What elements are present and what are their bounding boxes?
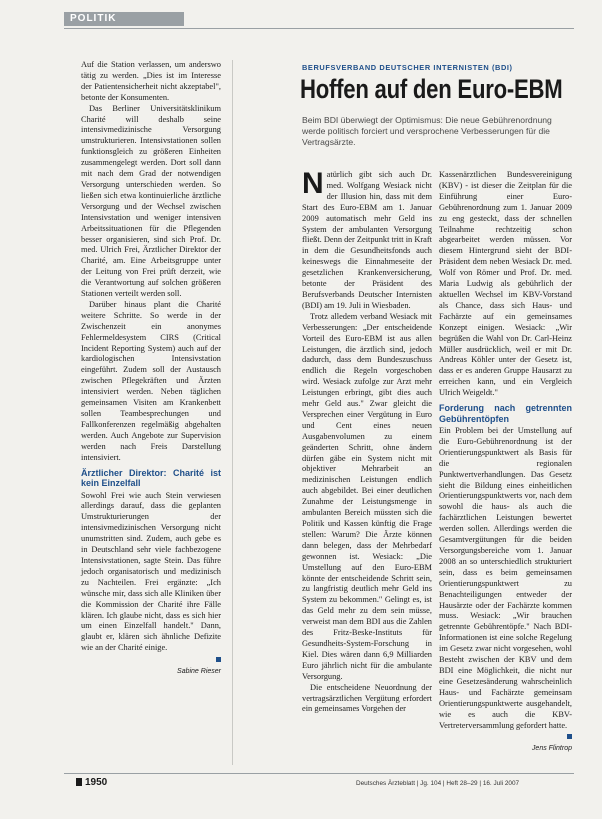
left-paragraph: Darüber hinaus plant die Charité weitere Schritte. So werde in der Zwischenzeit ein anonymes Fehlermeldesystem CIRS (Critical Incident Reporting System) auch auf der kardiologischen Intensivstation eingeführt. Zudem soll der Austausch zwischen Pflegekräften und Ärzten intensiviert werden. Neben täglichen gemeinsamen Visiten am Krankenbett sollen Teambesprechungen und Fallkonferenzen regelmäßig abgehalten werden. Auch Angebote zur Supervision werden nach Freis Darstellung intensiviert. [81, 299, 221, 462]
footer-source: Deutsches Ärzteblatt | Jg. 104 | Heft 28–29 | 16. Juli 2007 [356, 780, 520, 787]
article-kicker: BERUFSVERBAND DEUTSCHER INTERNISTEN (BDI) [302, 63, 513, 72]
right-paragraph: Ein Problem bei der Umstellung auf die Euro-Gebührenordnung ist der Orientierungspunktwert als Basis für die regionalen Punktwertverhandlungen. Das Gesetz sieht die Bildung eines einheitlichen Orientierungspunktwerts vor, nach dem sowohl die haus- als auch die fachärztlichen Leistungen bewertet werden sollen. Allerdings werden die Gesamtvergütungen für die beiden Versorgungsbereiche vom 1. Januar 2008 an so unterschiedlich strukturiert sein, dass es beim gemeinsamen Orientierungspunktwert zu Benachteiligungen entweder der Hausärzte oder der Fachärzte kommen muss. Wesiack: „Wir brauchen getrennte Gebührentöpfe." Nach BDI-Informationen ist eine solche Regelung im Gesetz zwar nicht vorgesehen, wohl Besteht zwischen der KBV und dem BDI eine Möglichkeit, die nicht nur eine Gesetzesänderung wahrscheinlich Haus- und Fachärzte gemeinsam Orientierungspunktwerte ausgehandelt, wie es auch die KBV-Vertreterversammlung gefordert hatte. [439, 426, 572, 730]
right-author: Jens Flintrop [439, 733, 572, 755]
footer-rule [64, 773, 574, 774]
right-paragraph: Kassenärztlichen Bundesvereinigung (KBV) - ist dieser die Zeitplan für die Einführung einer Euro-Gebührenordnung zum 1. Januar 2009 zu eng gesteckt, dass der schnellen Teilnahme rechtzeitig schon abgearbeitet werden müssen. Vor diesem Hintergrund sieht der BDI-Präsident dem neben Wesiack Dr. med. Wolf von Römer und Prof. Dr. med. Maria Ludwig als gebührlich der aktuellen Wechsel im KBV-Vorstand als Chance, dass sich Haus- und Fachärzte auf ein gemeinsames Konzept einigen. Wesiack: „Wir begrüßen die Wahl von Dr. Carl-Heinz Müller ausdrücklich, weil er mit Dr. Andreas Köhler unter der Gesetz ist, dass er es anderen Gruppe Hausarzt zu erreichen kann, und ein Vergleich Ulrich Weigeldt." [439, 170, 572, 398]
left-author: Sabine Rieser [81, 656, 221, 678]
middle-column [302, 167, 433, 715]
left-paragraph: Das Berliner Universitätsklinikum Charité will deshalb seine intensivmedizinische Versorgung umstrukturieren. Intensivstationen sollen funktionsgleich zu größeren Einheiten zusammengelegt werden. Dort soll dann mit nach dem Grad der notwendigen Versorgung unterschieden werden. So ließen sich etwa kontinuierliche ärztliche Versorgung und der Wechsel zwischen Intensivstation und weniger intensiven Arbeitssituationen für die Pflegenden besser organisieren, sind sich Prof. Dr. med. Ulrich Frei, Ärztlicher Direktor der Charité, am. Eine Arbeitsgruppe unter der Leitung von Frei prüft derzeit, wie die Verantwortung auf solchen größeren Stationen verteilt werden soll. [81, 103, 221, 299]
top-rule [64, 28, 574, 29]
left-column [81, 60, 221, 678]
end-mark-icon [216, 657, 221, 662]
left-subhead: Ärztlicher Direktor: Charité ist kein Einzelfall [81, 467, 221, 489]
drop-cap: N [302, 167, 324, 200]
left-paragraph: Auf die Station verlassen, um anderswo tätig zu werden. „Dies ist im Interesse der Patientensicherheit nicht akzeptabel", betonte der Konsumenten. [81, 60, 221, 102]
left-paragraph: Sowohl Frei wie auch Stein verwiesen allerdings darauf, dass die geplanten Umstrukturierungen der intensivmedizinischen Versorgung nicht unumstritten sind. Zudem, auch gebe es in Deutschland sehr viele fachbezogene Intensivstationen, sagte Stein. Das führe jedoch organisatorisch und medizinisch zu Nachteilen. Frei ergänzte: „Ich wünsche mir, dass sich alle Kliniken über die Kommission der Charité ihre Fälle klären. Ich glaube nicht, dass es sich hier um einen Einzelfall handelt." Dann, glaubt er, klären sich ähnliche Defizite wie an der Charité einige. [81, 490, 221, 653]
section-label: POLITIK [70, 13, 117, 24]
right-column [439, 170, 572, 755]
article-deck: Beim BDI überwiegt der Optimismus: Die neue Gebührenordnung werde politisch forciert und versprochene Verbesserungen für die Vertragsärzte. [302, 115, 552, 147]
middle-paragraph: Trotz alledem verband Wesiack mit Verbesserungen: „Der entscheidende Vorteil des Euro-EBM ist aus allen Leistungen, die ärztlich sind, jedoch dadurch, dass dem Bundeszuschuss endlich die Regeln vorgeschoben wird. Wesiack zufolge zur Arzt mehr Leistungen erbringt, gibt dies auch mehr Geld aus." Zwar gleicht die Versprechen einer Vergütung in Euro und Cent eines neuen Ausgabenvolumen zu einem geänderten Schritt, ohne ändern dürfen gäbe ein System nicht mit objektiver Mehrarbeit an medizinischen Leistungen endlich auch abgebildet. Bei einer deutlichen Zunahme der Leistungsmenge in ambulanten Bereich müssten sich die Politik und Kassen künftig die Frage stellen: Warum? Die Ärzte können dann belegen, dass der Mehrbedarf gewonnen ist. Wesiack: „Die Umstellung auf den Euro-EBM könnte der entscheidende Schritt sein, zu langfristig deutlich mehr Geld ins System zu bekommen." Gelingt es, ist das Geld mehr zu dem sein müsse, verweist man dem BDI aus die Zahlen des Fritz-Beske-Instituts für Gesundheits-System-Forschung in Kiel. Dies wären dann 6,9 Milliarden Euro jährlich nicht für die ambulante Versorgung. [302, 311, 432, 681]
end-mark-icon [567, 734, 572, 739]
right-subhead: Forderung nach getrennten Gebührentöpfen [439, 403, 572, 424]
column-divider [232, 60, 233, 765]
page-number: 1950 [76, 777, 107, 788]
middle-paragraph: Natürlich gibt sich auch Dr. med. Wolfgang Wesiack nicht der Illusion hin, dass mit dem Start des Euro-EBM am 1. Januar 2009 automatisch mehr Geld ins System der ambulanten Versorgung fließt. Denn der Zeitpunkt tritt in Kraft in dem die Gesundheitsfonds auch keineswegs die Einnahmeseite der gesetzlichen Krankenversicherung, betonte der Präsident des Berufsverbands Deutscher Internisten (BDI) am 19. Juli in Wiesbaden. [302, 167, 433, 310]
middle-paragraph: Die entscheidene Neuordnung der vertragsärztlichen Vergütung erfordert ein gemeinsames Vorgehen der [302, 682, 432, 714]
article-headline: Hoffen auf den Euro-EBM [300, 74, 563, 104]
page-marker-icon [76, 778, 82, 786]
